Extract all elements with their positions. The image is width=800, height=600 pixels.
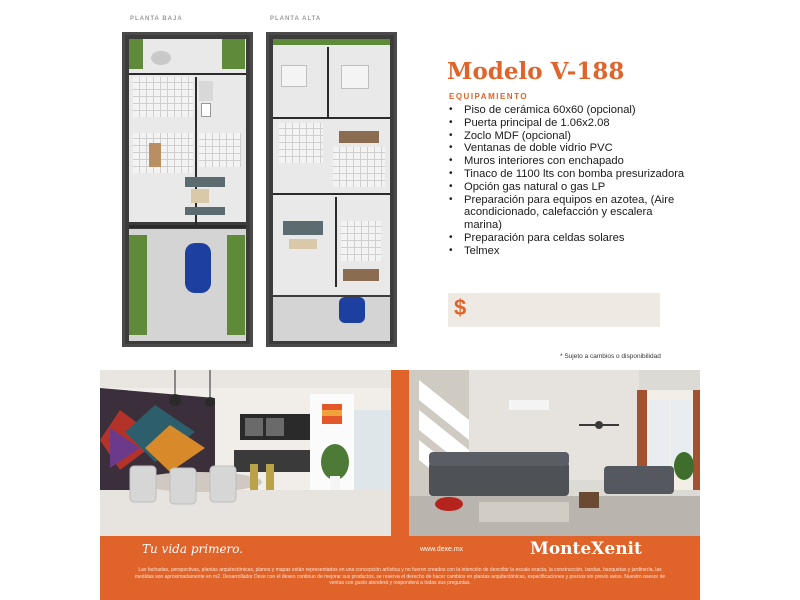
feature-item: • Zoclo MDF (opcional)	[449, 130, 689, 143]
brochure-page	[100, 0, 700, 600]
feature-item: • Piso de cerámica 60x60 (opcional)	[449, 104, 689, 117]
price-symbol: $	[454, 295, 467, 320]
upper-floor-label: PLANTA ALTA	[270, 16, 322, 22]
price-box	[448, 293, 660, 327]
model-title: Modelo V-188	[447, 58, 625, 85]
feature-item: • Preparación para equipos en azotea, (Aire acondicionado, calefacción y escalera marina)	[449, 194, 689, 232]
section-label: EQUIPAMIENTO	[449, 92, 529, 101]
feature-item: • Preparación para celdas solares	[449, 232, 689, 245]
accent-strip	[391, 370, 409, 536]
disclaimer: * Sujeto a cambios o disponibilidad	[560, 353, 661, 360]
dining-room-image	[100, 370, 391, 536]
upper-floor-plan	[266, 32, 397, 347]
footer	[100, 536, 700, 600]
feature-item: • Telmex	[449, 245, 689, 258]
feature-item: • Muros interiores con enchapado	[449, 155, 689, 168]
website-link[interactable]: www.dexe.mx	[420, 546, 464, 553]
ground-floor-label: PLANTA BAJA	[130, 16, 183, 22]
slogan: Tu vida primero.	[142, 542, 244, 556]
legal-fineprint: Las fachadas, perspectivas, plantas arquitectónicas, planos y mapas están representados en una concepción artística y no fueron creados con la intención de describir la escala exacta, la construcción, bardas, banquetas y jardinería, las medidas son aproximadamente en m2. Desarrollador Dexe con el deseo continuo de mejorar sus productos, se reserva el derecho de hacer cambios en plantas arquitectónicas, especificaciones y precios sin previo aviso. Nuestro asesor de ventas con gusto atenderá y responderá a todas sus preguntas.	[134, 567, 666, 586]
brand-logo: MonteXenit	[530, 539, 642, 559]
living-room-image	[409, 370, 700, 536]
feature-item: • Puerta principal de 1.06x2.08	[449, 117, 689, 130]
feature-item: • Ventanas de doble vidrio PVC	[449, 142, 689, 155]
feature-item: • Tinaco de 1100 lts con bomba presurizadora	[449, 168, 689, 181]
feature-item: • Opción gas natural o gas LP	[449, 181, 689, 194]
dining-room-render	[100, 370, 391, 536]
feature-list	[449, 104, 689, 258]
living-room-render	[409, 370, 700, 536]
ground-floor-plan	[122, 32, 253, 347]
